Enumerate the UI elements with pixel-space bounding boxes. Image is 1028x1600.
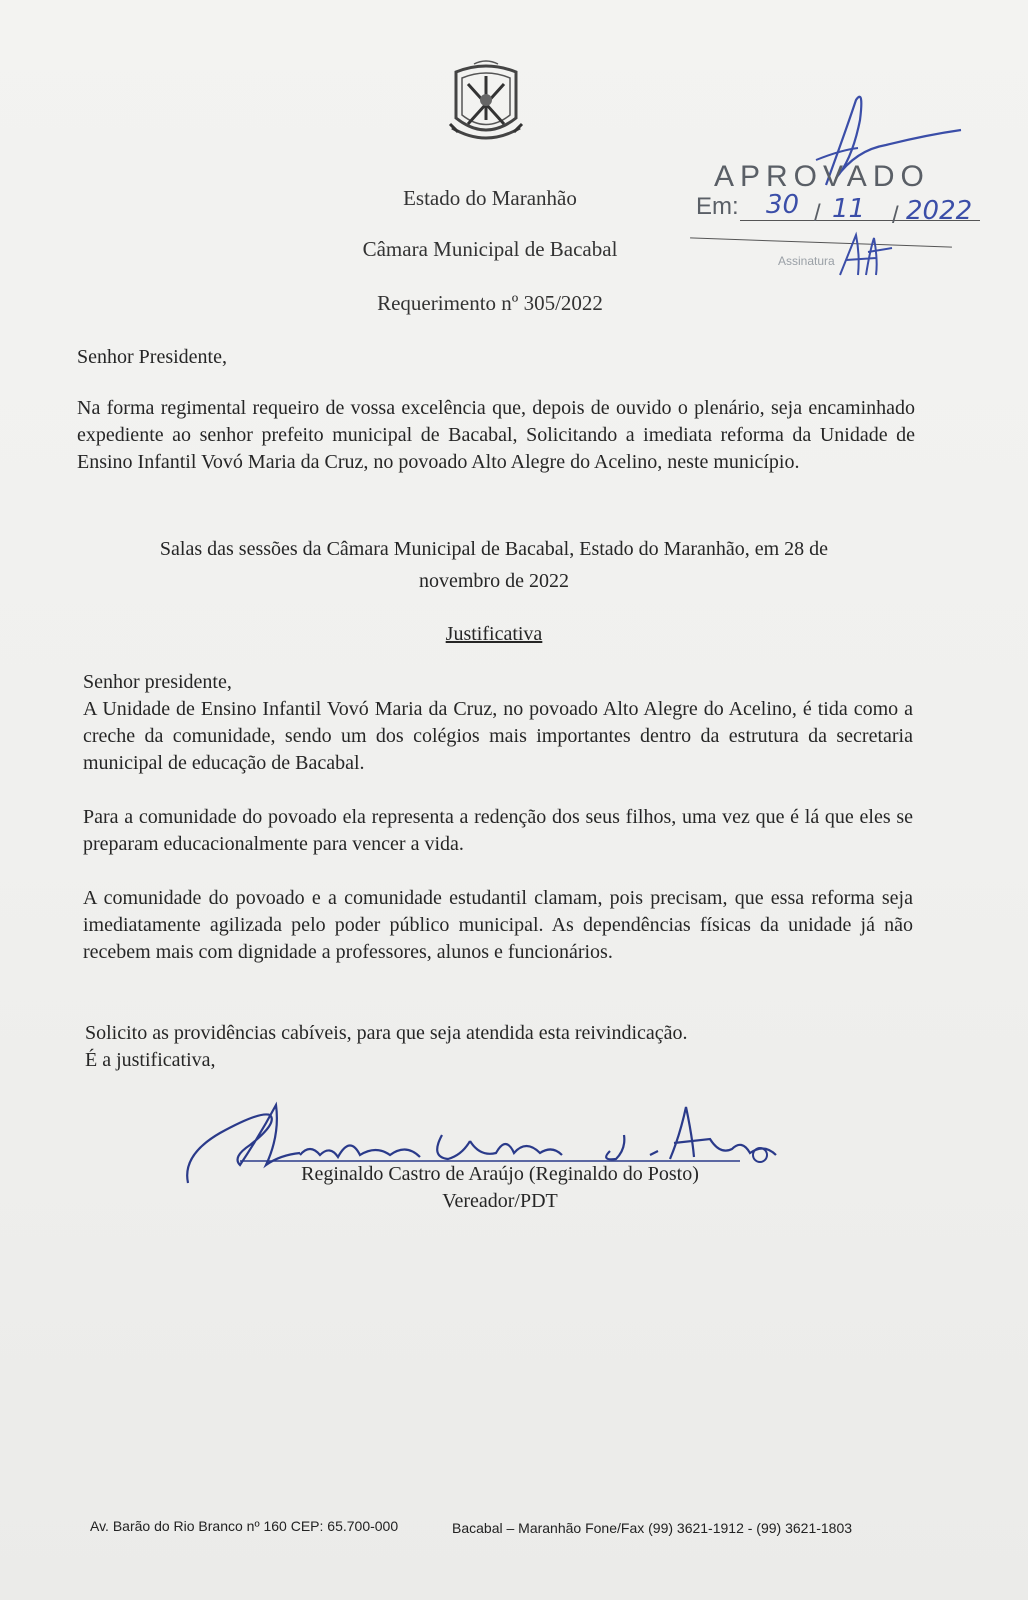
signatory-name: Reginaldo Castro de Araújo (Reginaldo do Posto): [301, 1163, 699, 1185]
justification-salutation: Senhor presidente,: [83, 671, 232, 693]
justification-paragraph-2: Para a comunidade do povoado ela representa a redenção dos seus filhos, uma vez que é lá que eles se preparam educacionalmente para vencer a vida.: [83, 806, 913, 855]
stamp-signature-line: [690, 237, 952, 247]
coat-of-arms-emblem: [446, 58, 526, 146]
stamp-date-separator-2: /: [892, 202, 899, 229]
approval-stamp: [696, 90, 986, 280]
justification-paragraph-3: A comunidade do povoado e a comunidade estudantil clamam, pois precisam, que essa reforma seja imediatamente agilizada pelo poder público municipal. As dependências físicas da unidade já não recebem mais com dignidade a professores, alunos e funcionários.: [83, 887, 913, 963]
justification-closing-1: Solicito as providências cabíveis, para que seja atendida esta reivindicação.: [85, 1022, 688, 1044]
stamp-date-month: 11: [832, 194, 866, 224]
stamp-approved-label: APROVADO: [714, 160, 930, 193]
justification-title: Justificativa: [445, 623, 543, 645]
header-request-number: Requerimento nº 305/2022: [377, 291, 603, 315]
header-state: Estado do Maranhão: [403, 186, 577, 210]
request-body: Na forma regimental requeiro de vossa excelência que, depois de ouvido o plenário, seja encaminhado expediente ao senhor prefeito municipal de Bacabal, Solicitando a imediata reforma da Unidade de Ensino Infantil Vovó Maria da Cruz, no povoado Alto Alegre do Acelino, neste município.: [77, 397, 915, 473]
stamp-date-day: 30: [766, 190, 800, 220]
stamp-date-label: Em:: [696, 193, 739, 220]
stamp-signature-initials: [836, 230, 896, 280]
stamp-date-year: 2022: [906, 196, 973, 226]
header-chamber: Câmara Municipal de Bacabal: [362, 237, 618, 261]
justification-paragraph-1: A Unidade de Ensino Infantil Vovó Maria da Cruz, no povoado Alto Alegre do Acelino, é tida como a creche da comunidade, sendo um dos colégios mais importantes dentro da estrutura da secretaria municipal de educação de Bacabal.: [83, 698, 913, 774]
signatory-role: Vereador/PDT: [442, 1190, 558, 1212]
footer-address: Av. Barão do Rio Branco nº 160 CEP: 65.700-000: [90, 1518, 399, 1534]
place-date-line-1: Salas das sessões da Câmara Municipal de Bacabal, Estado do Maranhão, em 28 de: [159, 538, 829, 560]
request-salutation: Senhor Presidente,: [77, 346, 227, 368]
place-date-line-2: novembro de 2022: [419, 570, 569, 592]
stamp-signature-label: Assinatura: [778, 254, 835, 268]
justification-closing-2: É a justificativa,: [85, 1049, 216, 1071]
footer-contact: Bacabal – Maranhão Fone/Fax (99) 3621-1912 - (99) 3621-1803: [452, 1520, 853, 1536]
stamp-date-separator-1: /: [814, 200, 821, 227]
